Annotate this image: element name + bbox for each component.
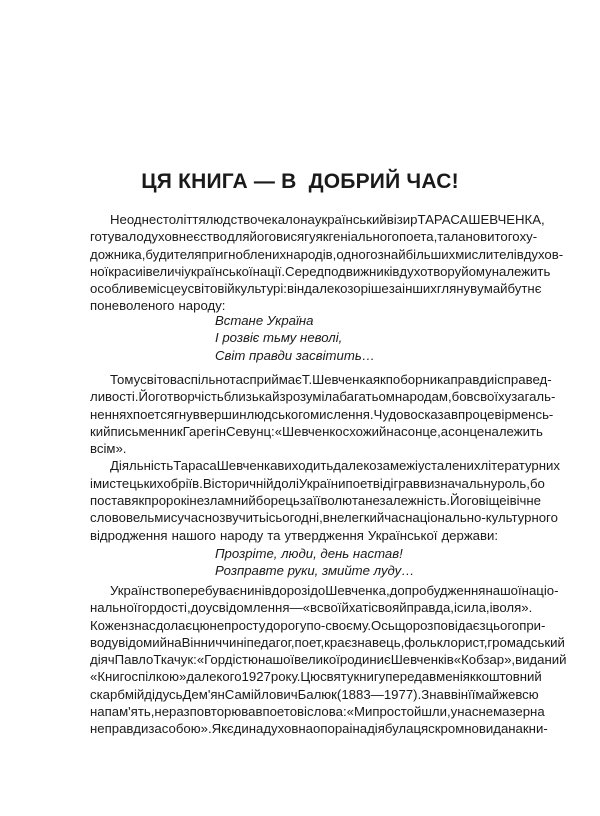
word: краси	[108, 263, 143, 279]
word: в	[264, 583, 272, 598]
word: нема	[478, 704, 510, 720]
word: нашого	[171, 527, 216, 543]
text-line	[90, 634, 565, 651]
word: волю	[320, 493, 352, 509]
word: пророк	[144, 493, 187, 509]
word: віще	[478, 493, 507, 509]
word: він	[450, 686, 469, 702]
word: історичній	[211, 475, 274, 491]
word: повторював	[189, 704, 263, 720]
word: слова:	[307, 704, 347, 720]
word: пробудження	[404, 583, 486, 598]
word: виданий	[515, 652, 567, 668]
word: її	[468, 686, 476, 702]
word: належить	[491, 263, 551, 279]
text-line	[90, 492, 542, 509]
word: у	[450, 704, 458, 720]
word: майбутнє	[483, 281, 542, 297]
word: роль,	[497, 475, 530, 491]
word: пригноблених	[201, 246, 287, 262]
word: Не	[110, 212, 127, 227]
word: дожника,	[90, 246, 146, 262]
word: зрозуміла	[279, 389, 340, 405]
word: Дем'ян	[182, 686, 225, 702]
word: поборника	[385, 372, 451, 387]
text-line	[90, 509, 558, 526]
word: Самійлович	[224, 686, 298, 702]
word: талановитого	[437, 229, 520, 245]
word: є	[383, 652, 391, 668]
word: поет	[345, 475, 373, 491]
word: по-своєму.	[306, 617, 371, 633]
word: визначальну	[419, 475, 498, 491]
word: у	[477, 281, 484, 297]
word: поета,	[398, 229, 438, 245]
word: воду	[90, 634, 119, 650]
word: скарб	[90, 686, 125, 702]
word: незалежність.	[365, 493, 450, 509]
word: опора	[313, 721, 350, 737]
page-title: ЦЯ КНИГА — В ДОБРИЙ ЧАС!	[141, 170, 459, 193]
word: своя	[371, 600, 400, 616]
word: «Кобзар»,	[453, 652, 516, 668]
word: духотвору	[399, 263, 462, 279]
word: Цю	[300, 669, 321, 685]
word: народів,	[286, 246, 337, 262]
word: як	[372, 372, 386, 387]
word: Павло	[114, 652, 154, 668]
word: далекого	[186, 669, 242, 685]
word: письменник	[110, 423, 183, 439]
text-line	[90, 720, 548, 737]
verse-line: Світ правди засвітить…	[215, 347, 375, 363]
word: борець	[255, 493, 300, 509]
word: мистецьких	[92, 475, 164, 491]
word: Шевченка,	[325, 583, 390, 598]
word: Чудово	[373, 406, 418, 422]
text-line	[90, 423, 543, 440]
text-line	[90, 703, 545, 720]
word: постав	[90, 493, 132, 509]
word: бо	[451, 389, 467, 405]
word: це	[479, 406, 495, 422]
word: всім».	[90, 441, 127, 457]
word: сила,	[456, 600, 490, 616]
word: найбільших	[383, 246, 456, 262]
word: й	[399, 600, 407, 616]
word: Знав	[421, 686, 451, 702]
word: майже	[475, 686, 516, 702]
word: усвідомлення	[205, 600, 290, 616]
word: Українство	[110, 583, 176, 598]
word: йому	[461, 263, 492, 279]
word: незламний	[189, 493, 256, 509]
word: поет	[132, 406, 161, 422]
word: схожий	[342, 423, 387, 439]
word: далеко	[333, 458, 377, 474]
word: звучить	[219, 510, 266, 526]
word: вірменсь-	[494, 406, 554, 422]
word: одне	[126, 212, 157, 227]
word: кий	[90, 423, 111, 439]
word: і	[506, 493, 510, 509]
word: висягу	[276, 229, 316, 245]
word: ШЕВЧЕНКА,	[468, 212, 545, 227]
word: вершин	[199, 406, 247, 422]
word: єство	[193, 229, 227, 245]
word: Вінниччині	[181, 634, 247, 650]
word: нальної	[90, 600, 138, 616]
word: подвижників	[323, 263, 400, 279]
word: інших	[402, 281, 437, 297]
word: перебуває	[176, 583, 240, 598]
text-line	[90, 527, 524, 544]
text-line	[90, 228, 538, 245]
word: його	[249, 229, 277, 245]
word: цього	[485, 617, 520, 633]
word: «Шевченко	[274, 423, 343, 439]
word: Балюк	[297, 686, 337, 702]
word: як	[462, 669, 476, 685]
text-line	[90, 388, 556, 405]
word: вельми	[125, 510, 171, 526]
word: на	[166, 634, 182, 650]
word: відродження	[90, 527, 168, 543]
word: людського	[246, 406, 311, 422]
word: і	[349, 721, 353, 737]
word: не	[154, 704, 170, 720]
word: кни-	[522, 721, 548, 737]
word: була	[384, 721, 414, 737]
word: «Гордістю	[196, 652, 258, 668]
word: та	[267, 527, 281, 543]
word: сьогодні,	[268, 510, 323, 526]
word: духовна	[263, 721, 314, 737]
text-line	[90, 582, 559, 599]
word: неправди	[90, 721, 149, 737]
word: з	[128, 617, 135, 633]
word: Севунц:	[226, 423, 275, 439]
word: за	[376, 458, 390, 474]
word: поетові	[262, 704, 307, 720]
word: просто	[372, 704, 414, 720]
word: на	[300, 212, 315, 227]
verse-line: Встане Україна	[215, 313, 314, 328]
word: української	[184, 263, 253, 279]
word: за	[388, 281, 403, 297]
word: нації.	[252, 263, 286, 279]
word: з	[479, 617, 486, 633]
word: Його	[450, 493, 479, 509]
word: громадський	[487, 634, 565, 650]
word: сонце,	[401, 423, 441, 439]
word: народам,	[394, 389, 452, 405]
word: краєзнавець,	[324, 634, 405, 650]
word: глянув	[436, 281, 478, 297]
word: видана	[478, 721, 523, 737]
word: педагог,	[246, 634, 295, 650]
text-line	[90, 668, 542, 685]
word: ця	[413, 721, 429, 737]
word: Ось	[371, 617, 395, 633]
verse-line: І розвіє тьму неволі,	[215, 330, 343, 346]
word: йшли,	[413, 704, 451, 720]
word: 1927	[241, 669, 271, 685]
text-line	[90, 599, 533, 616]
word: мені	[436, 669, 463, 685]
word: дорозі	[271, 583, 311, 598]
word: на	[386, 423, 402, 439]
word: мислителів	[455, 246, 524, 262]
word: Кожен	[90, 617, 129, 633]
word: неннях	[90, 406, 133, 422]
word: він	[286, 281, 305, 297]
word: для	[226, 229, 250, 245]
word: раз	[169, 704, 190, 720]
word: надія	[352, 721, 385, 737]
word: народу:	[178, 298, 226, 314]
word: непросту	[209, 617, 266, 633]
word: світова	[140, 372, 185, 387]
word: —	[289, 600, 303, 616]
word: «Ми	[346, 704, 373, 720]
word: хаті	[348, 600, 372, 616]
text-line	[90, 406, 554, 423]
word: далекозоріше	[304, 281, 389, 297]
text-line	[90, 246, 564, 263]
word: єдина	[226, 721, 264, 737]
paragraph-block	[90, 582, 567, 738]
word: коштовний	[475, 669, 542, 685]
word: правда,	[406, 600, 454, 616]
word: як	[315, 229, 329, 245]
word: дорогу	[265, 617, 307, 633]
word: й	[272, 389, 280, 405]
word: за	[148, 721, 162, 737]
word: сягнув	[160, 406, 200, 422]
word: передав	[385, 669, 437, 685]
word: людство	[205, 212, 258, 227]
word: що	[394, 617, 413, 633]
word: нас	[134, 617, 156, 633]
word: року.	[270, 669, 301, 685]
word: і	[489, 600, 493, 616]
word: час	[384, 510, 406, 526]
word: і	[265, 510, 269, 526]
word: візир	[386, 212, 418, 227]
word: народу	[219, 527, 264, 543]
word: Шевченків	[390, 652, 454, 668]
word: за	[299, 493, 314, 509]
word: світовій	[187, 281, 235, 297]
word: Ткачук:	[153, 652, 197, 668]
word: геніального	[328, 229, 399, 245]
word: сприймає	[242, 372, 302, 387]
word: своїй	[317, 600, 349, 616]
word: усталених	[417, 458, 481, 474]
word: нелегкий	[329, 510, 385, 526]
text-line	[90, 280, 542, 297]
word: відомий	[118, 634, 167, 650]
word: величі	[145, 263, 185, 279]
word: творчість	[167, 389, 224, 405]
word: мислення.	[310, 406, 374, 422]
word: сучасно	[170, 510, 220, 526]
word: з	[377, 246, 384, 262]
word: гордості,	[137, 600, 191, 616]
word: своїх	[473, 389, 505, 405]
word: «в	[302, 600, 317, 616]
word: напам'ять,	[90, 704, 155, 720]
text-line	[90, 651, 567, 668]
word: Т.	[301, 372, 313, 387]
word: нашої	[485, 583, 522, 598]
word: поет,	[294, 634, 325, 650]
word: узагаль-	[504, 389, 556, 405]
word: як	[131, 493, 145, 509]
word: український	[314, 212, 387, 227]
word: виходить	[277, 458, 334, 474]
text-line	[90, 617, 546, 634]
word: (1883—1977).	[336, 686, 422, 702]
word: готувало	[90, 229, 144, 245]
word: місце	[147, 281, 181, 297]
word: її	[313, 493, 321, 509]
word: нашої	[257, 652, 295, 668]
word: Шевченка	[312, 372, 373, 387]
word: нас	[457, 704, 479, 720]
word: воля».	[492, 600, 533, 616]
word: Тараса	[173, 458, 217, 474]
word: утвердження	[284, 527, 364, 543]
word: слово	[90, 510, 126, 526]
word: належить	[484, 423, 543, 439]
word: в	[466, 389, 474, 405]
word: і	[90, 475, 93, 491]
word: Української	[367, 527, 438, 543]
word: про	[457, 406, 480, 422]
word: Як	[211, 721, 227, 737]
word: ТАРАСА	[417, 212, 469, 227]
word: чекало	[257, 212, 301, 227]
word: долає	[155, 617, 193, 633]
word: а	[440, 423, 449, 439]
word: родини	[339, 652, 384, 668]
verse-quote	[215, 545, 414, 580]
word: долі	[273, 475, 299, 491]
word: близька	[223, 389, 273, 405]
word: спільнота	[184, 372, 243, 387]
text-line	[90, 371, 552, 388]
word: фольклорист,	[404, 634, 488, 650]
verse-line: Прозріте, люди, день настав!	[215, 546, 403, 561]
word: Шевченка	[216, 458, 278, 474]
word: та	[351, 493, 366, 509]
word: в	[322, 510, 330, 526]
word: великої	[294, 652, 340, 668]
word: цю	[192, 617, 210, 633]
word: будителя	[145, 246, 202, 262]
word: обріїв.	[163, 475, 203, 491]
word: всю	[515, 686, 539, 702]
word: Гарегін	[182, 423, 227, 439]
word: відіграв	[372, 475, 420, 491]
word: багатьом	[339, 389, 395, 405]
paragraph-block	[90, 371, 560, 544]
word: у	[180, 281, 188, 297]
word: ної	[90, 263, 109, 279]
word: діяч	[90, 652, 115, 668]
word: межі	[389, 458, 418, 474]
word: націо-	[521, 583, 559, 598]
word: України	[298, 475, 346, 491]
word: сказав	[417, 406, 458, 422]
word: століття	[156, 212, 206, 227]
word: дідусь	[144, 686, 183, 702]
word: вічне	[509, 493, 542, 509]
text-line	[90, 263, 551, 280]
text-line	[90, 211, 545, 228]
word: і	[186, 493, 190, 509]
word: особливе	[90, 281, 148, 297]
word: і	[453, 600, 457, 616]
word: святу	[320, 669, 354, 685]
word: справед-	[497, 372, 552, 387]
word: книгу	[353, 669, 386, 685]
text-line	[90, 440, 524, 457]
word: одного	[336, 246, 378, 262]
word: літературних	[480, 458, 560, 474]
text-line	[90, 457, 560, 474]
word: держави:	[441, 527, 499, 543]
word: собою».	[161, 721, 212, 737]
word: Його	[138, 389, 168, 405]
word: скромно	[428, 721, 479, 737]
word: «Книгоспілкою»	[90, 669, 187, 685]
word: Діяльність	[110, 458, 174, 474]
word: і	[494, 372, 498, 387]
verse-line: Розправте руки, змийте луду…	[215, 563, 415, 579]
word: зерна	[509, 704, 545, 720]
word: Тому	[110, 372, 141, 387]
word: ху-	[519, 229, 538, 245]
word: до	[190, 600, 206, 616]
word: нині	[239, 583, 265, 598]
word: духовне	[143, 229, 194, 245]
paragraph-block	[90, 211, 564, 315]
text-line	[90, 475, 545, 492]
word: В	[202, 475, 212, 491]
word: до	[310, 583, 326, 598]
word: ливості.	[90, 389, 139, 405]
word: духов-	[523, 246, 564, 262]
word: розповідає	[412, 617, 480, 633]
verse-quote	[215, 312, 375, 364]
word: правди	[450, 372, 495, 387]
word: при-	[519, 617, 546, 633]
word: до	[389, 583, 405, 598]
word: мій	[124, 686, 145, 702]
word: Серед	[285, 263, 324, 279]
text-line	[90, 686, 539, 703]
word: і	[142, 263, 146, 279]
word: бо	[529, 475, 545, 491]
word: культурі:	[234, 281, 287, 297]
word: національно-культурного	[405, 510, 558, 526]
word: сонце	[448, 423, 485, 439]
word: поневоленого	[90, 298, 175, 314]
